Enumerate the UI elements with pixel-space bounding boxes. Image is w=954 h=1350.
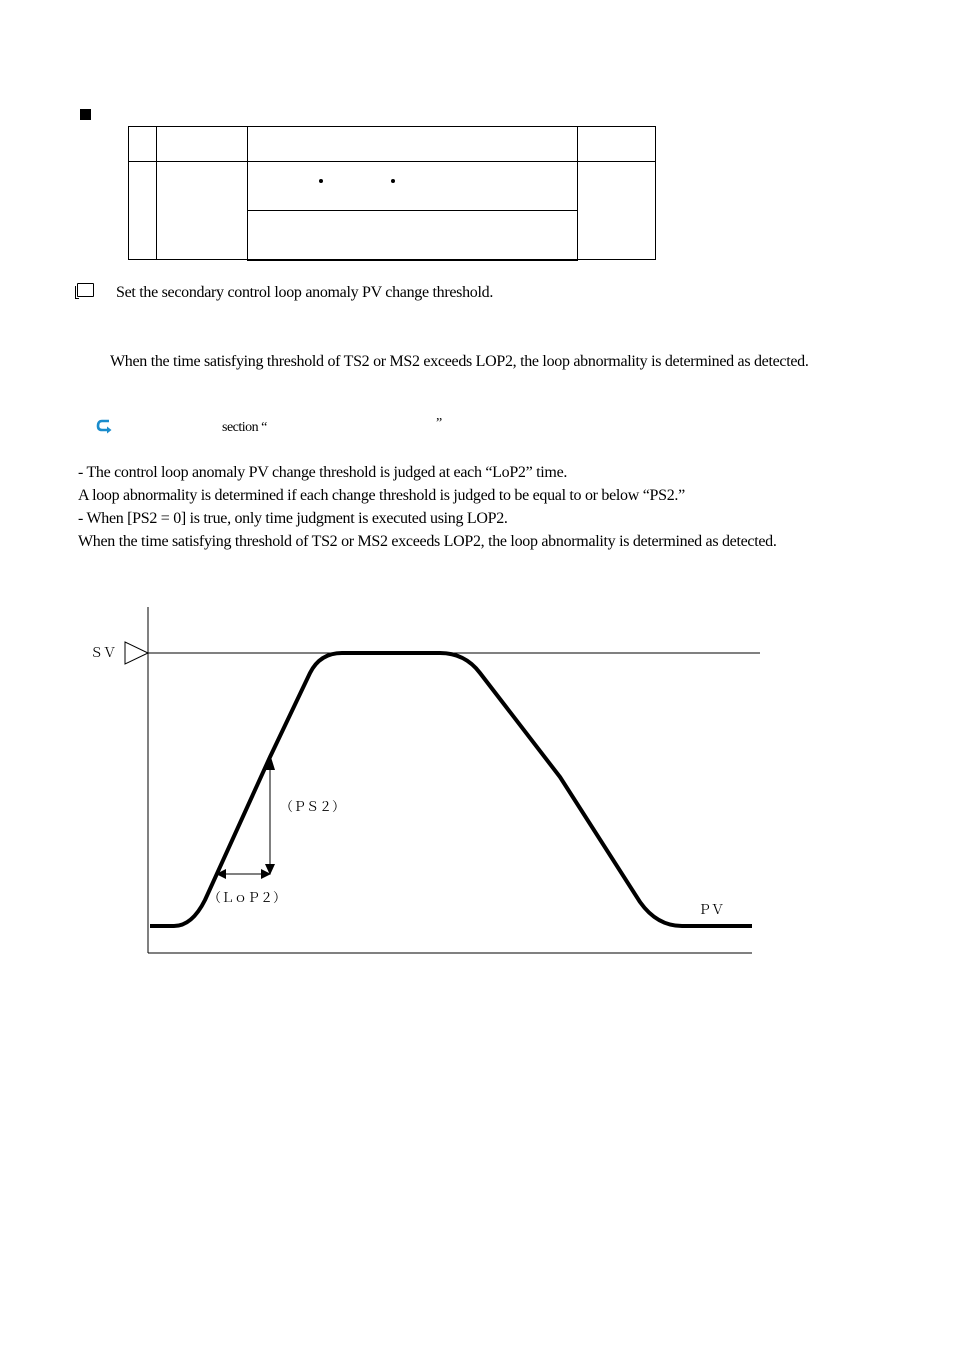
bullet-line: - When [PS2 = 0] is true, only time judgment is executed using LOP2. <box>78 510 508 527</box>
loop-anomaly-diagram <box>0 590 954 970</box>
table-cell <box>157 162 248 260</box>
reference-arrow-icon <box>96 418 116 436</box>
table-row <box>129 162 656 211</box>
black-square-icon <box>80 109 91 120</box>
table-header-cell <box>578 127 656 162</box>
table-header-row <box>129 127 656 162</box>
reference-suffix: ” <box>436 416 443 431</box>
parameter-table <box>128 126 656 261</box>
table-header-cell <box>157 127 248 162</box>
bullet-line: - The control loop anomaly PV change threshold is judged at each “LoP2” time. <box>78 464 568 481</box>
lop2-label: （ＬｏＰ２） <box>208 891 287 906</box>
dot-mark <box>319 179 323 183</box>
description-paragraph <box>78 350 886 373</box>
bullet-line: When the time satisfying threshold of TS2 or MS2 exceeds LOP2, the loop abnormality is determined as detected. <box>78 533 777 550</box>
pv-label: ＰＶ <box>698 903 725 918</box>
ps2-label: （ＰＳ２） <box>280 800 346 815</box>
dot-mark <box>391 179 395 183</box>
table-cell <box>248 162 578 211</box>
table-header-cell <box>129 127 157 162</box>
sv-marker-icon <box>125 642 148 664</box>
description-text: When the time satisfying threshold of TS2 or MS2 exceeds LOP2, the loop abnormality is determined as detected. <box>110 353 809 370</box>
bullet-line: A loop abnormality is determined if each change threshold is judged to be equal to or below “PS2.” <box>78 487 685 504</box>
table-cell <box>578 162 656 260</box>
sv-label: ＳＶ <box>90 646 117 661</box>
note-icon <box>77 283 94 297</box>
table-cell <box>248 211 578 260</box>
table-header-cell <box>248 127 578 162</box>
note-text: Set the secondary control loop anomaly PV change threshold. <box>116 284 494 301</box>
table-cell <box>129 162 157 260</box>
pv-curve <box>150 653 752 926</box>
reference-prefix: section “ <box>222 420 267 435</box>
